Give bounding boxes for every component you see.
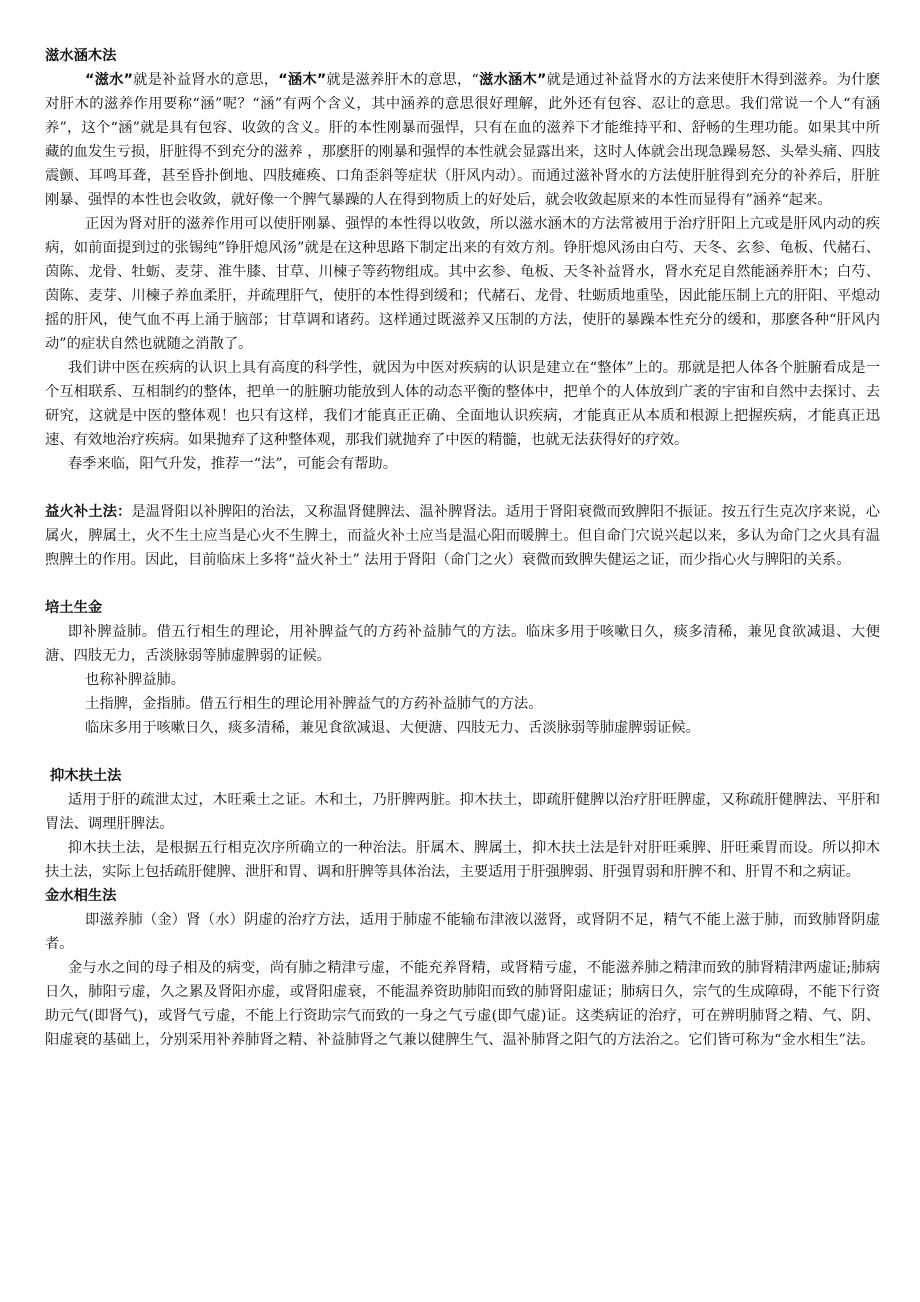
paragraph: 临床多用于咳嗽日久，痰多清稀，兼见食欲减退、大便溏、四肢无力、舌淡脉弱等肺虚脾弱证候。 <box>85 720 700 736</box>
paragraph: 即滋养肺（金）肾（水）阴虚的治疗方法，适用于肺虚不能输布津液以滋肾，或肾阴不足，精气不能上滋于肺，而致肺肾阴虚者。 <box>45 912 880 952</box>
paragraph: 我们讲中医在疾病的认识上具有高度的科学性，就因为中医对疾病的认识是建立在“整体”上的。那就是把人体各个脏腑看成是一个互相联系、互相制约的整体，把单一的脏腑功能放到人体的动态平衡的整体中，把单个的人体放到广袤的宇宙和自然中去探讨、去研究，这就是中医的整体观！也只有这样，我们才能真正正确、全面地认识疾病，才能真正从本质和根源上把握疾病，才能真正迅速、有效地治疗疾病。如果抛弃了这种整体观，那我们就抛弃了中医的精髓，也就无法获得好的疗效。 <box>45 360 880 448</box>
text-run: 就是补益肾水的意思， <box>133 72 279 88</box>
text-run: 就是通过补益肾水的方法来使肝木得到滋养。为什麽对肝木的滋养作用要称“涵”呢？“涵”有两个含义，其中涵养的意思很好理解，此外还有包容、忍让的意思。我们常说一个人“有涵养”，这个“涵”就是具有包容、收敛的含义。肝的本性刚暴而强悍，只有在血的滋养下才能维持平和、舒畅的生理功能。如果其中所藏的血发生亏损，肝脏得不到充分的滋养 ，那麽肝的刚暴和强悍的本性就会显露出来，这时人体就会出现急躁易怒、头晕头痛、四肢震颤、耳鸣耳聋，甚至昏扑倒地、四肢瘫痪、口角歪斜等症状（肝风内动）。而通过滋补肾水的方法使肝脏得到充分的补养后，肝脏刚暴、强悍的本性也会收敛，就好像一个脾气暴躁的人在得到物质上的好处后，就会收敛起原来的本性而显得有”涵养“起来。 <box>45 72 881 208</box>
section-title-yihuo-butu: 益火补土法： <box>45 504 132 520</box>
paragraph: 也称补脾益肺。 <box>85 672 186 688</box>
section-title-zishui-hanmu: 滋水涵木法 <box>45 48 117 64</box>
paragraph: 土指脾，金指肺。借五行相生的理论用补脾益气的方药补益肺气的方法。 <box>85 696 543 712</box>
paragraph <box>45 500 880 572</box>
bold-term: “涵木” <box>278 72 327 88</box>
paragraph: 金与水之间的母子相及的病变，尚有肺之精津亏虚，不能充养肾精，或肾精亏虚，不能滋养肺之精津而致的肺肾精津两虚证;肺病日久，肺阳亏虚，久之累及肾阳亦虚，或肾阳虚衰，不能温养资助肺阳而致的肺肾阳虚证；肺病日久，宗气的生成障碍，不能下行资助元气(即肾气)，或肾气亏虚，不能上行资助宗气而致的一身之气亏虚(即气虚)证。这类病证的治疗，可在辨明肺肾之精、气、阴、阳虚衰的基础上，分别采用补养肺肾之精、补益肺肾之气兼以健脾生气、温补肺肾之阳气的方法治之。它们皆可称为“金水相生”法。 <box>45 960 880 1048</box>
spacer <box>45 476 880 500</box>
text-run: 就是滋养肝木的意思，“ <box>326 72 479 88</box>
paragraph: 抑木扶土法，是根据五行相克次序所确立的一种治法。肝属木、脾属土，抑木扶土法是针对肝旺乘脾、肝旺乘胃而设。所以抑木扶土法，实际上包括疏肝健脾、泄肝和胃、调和肝脾等具体治法，主要适用于肝强脾弱、肝强胃弱和肝脾不和、肝胃不和之病证。 <box>45 840 880 880</box>
text-run: 是温肾阳以补脾阳的治法，又称温肾健脾法、温补脾肾法。适用于肾阳衰微而致脾阳不振证。按五行生克次序来说，心属火，脾属土，火不生土应当是心火不生脾土，而益火补土应当是温心阳而暖脾土。但自命门穴说兴起以来，多认为命门之火具有温煦脾土的作用。因此，目前临床上多将“益火补土” 法用于肾阳（命门之火）衰微而致脾失健运之证，而少指心火与脾阳的关系。 <box>45 504 880 568</box>
paragraph: 即补脾益肺。借五行相生的理论，用补脾益气的方药补益肺气的方法。临床多用于咳嗽日久，痰多清稀，兼见食欲减退、大便溏、四肢无力，舌淡脉弱等肺虚脾弱的证候。 <box>45 624 880 664</box>
section-title-yimu-futu: 抑木扶土法 <box>45 768 122 784</box>
spacer <box>45 572 880 596</box>
paragraph: 适用于肝的疏泄太过，木旺乘土之证。木和土，乃肝脾两脏。抑木扶土，即疏肝健脾以治疗肝旺脾虚，又称疏肝健脾法、平肝和胃法、调理肝脾法。 <box>45 792 880 832</box>
paragraph: 春季来临，阳气升发，推荐一“法”，可能会有帮助。 <box>67 456 398 472</box>
spacer <box>45 740 880 764</box>
paragraph <box>45 68 880 212</box>
section-title-jinshui-xiangsheng: 金水相生法 <box>45 888 117 904</box>
section-title-peitu-shengjin: 培土生金 <box>45 600 103 616</box>
paragraph: 正因为肾对肝的滋养作用可以使肝刚暴、强悍的本性得以收敛，所以滋水涵木的方法常被用于治疗肝阳上亢或是肝风内动的疾病，如前面提到过的张锡纯”铮肝熄风汤”就是在这种思路下制定出来的有效方剂。铮肝熄风汤由白芍、天冬、玄参、龟板、代赭石、茵陈、龙骨、牡蛎、麦芽、淮牛膝、甘草、川楝子等药物组成。其中玄参、龟板、天冬补益肾水，肾水充足自然能涵养肝木；白芍、茵陈、麦芽、川楝子养血柔肝，并疏理肝气，使肝的本性得到缓和；代赭石、龙骨、牡蛎质地重坠，因此能压制上亢的肝阳、平熄动摇的肝风，使气血不再上涌于脑部；甘草调和诸药。这样通过既滋养又压制的方法，使肝的暴躁本性充分的缓和，那麽各种“肝风内动”的症状自然也就随之消散了。 <box>45 216 880 352</box>
bold-term: 滋水涵木” <box>478 72 547 88</box>
bold-term: “滋水” <box>85 72 134 88</box>
